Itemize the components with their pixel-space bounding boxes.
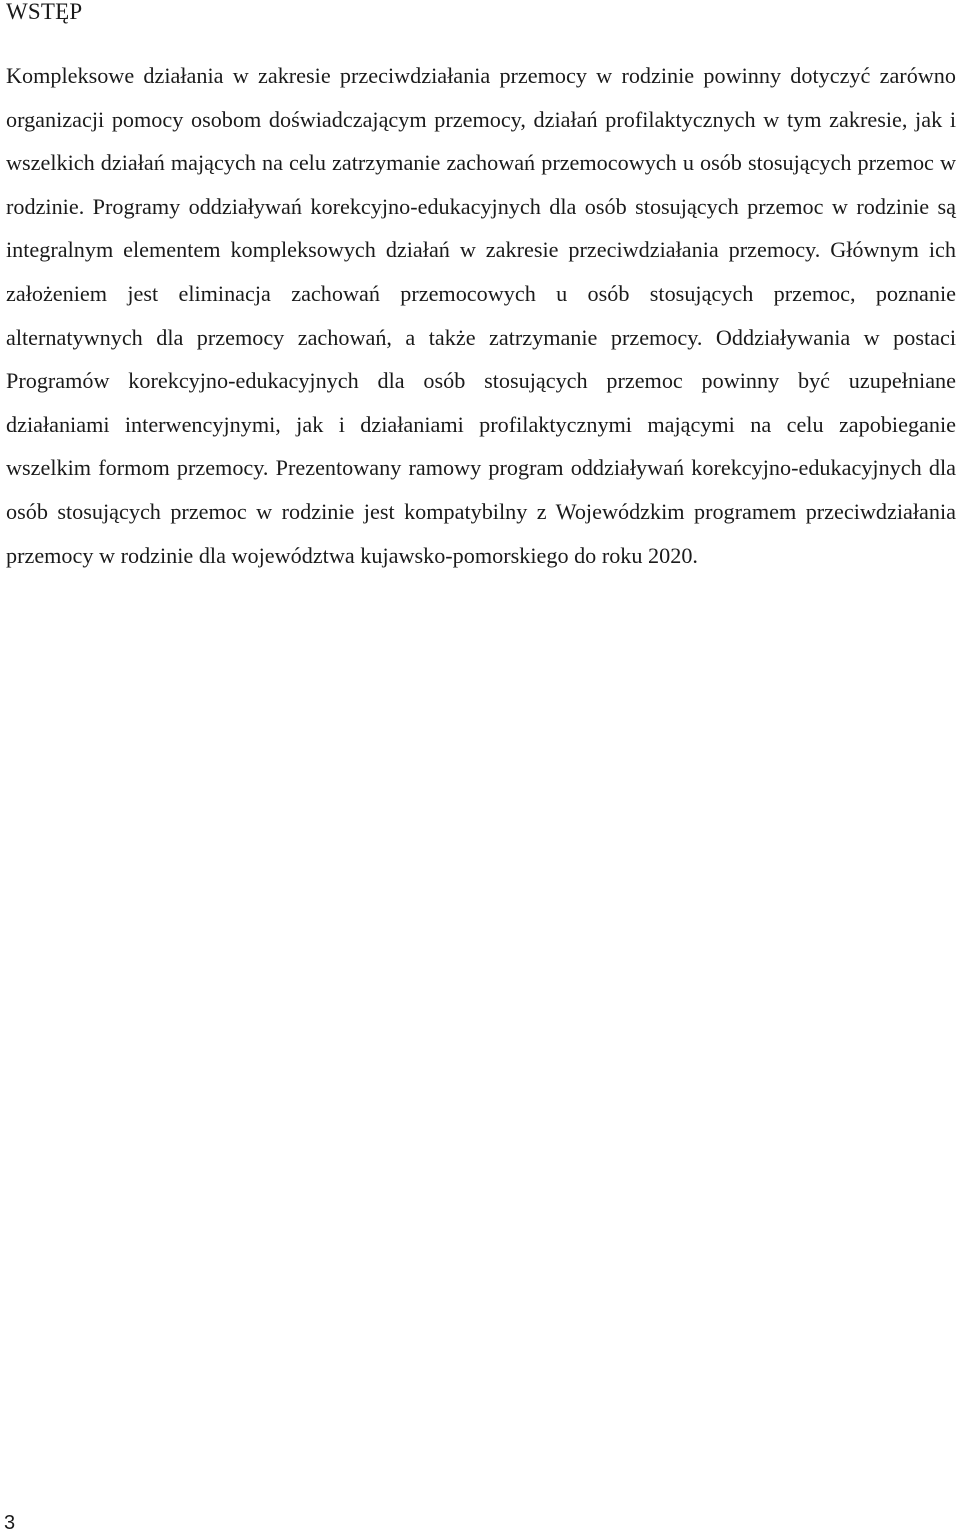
- page-number: 3: [4, 1512, 16, 1534]
- body-paragraph: Kompleksowe działania w zakresie przeciwdziałania przemocy w rodzinie powinny dotyczyć zarówno organizacji pomocy osobom doświadczającym przemocy, działań profilaktycznych w tym zakresie, jak i wszelkich działań mających na celu zatrzymanie zachowań przemocowych u osób stosujących przemoc w rodzinie. Programy oddziaływań korekcyjno-edukacyjnych dla osób stosujących przemoc w rodzinie są integralnym elementem kompleksowych działań w zakresie przeciwdziałania przemocy. Głównym ich założeniem jest eliminacja zachowań przemocowych u osób stosujących przemoc, poznanie alternatywnych dla przemocy zachowań, a także zatrzymanie przemocy. Oddziaływania w postaci Programów korekcyjno-edukacyjnych dla osób stosujących przemoc powinny być uzupełniane działaniami interwencyjnymi, jak i działaniami profilaktycznymi mającymi na celu zapobieganie wszelkim formom przemocy. Prezentowany ramowy program oddziaływań korekcyjno-edukacyjnych dla osób stosujących przemoc w rodzinie jest kompatybilny z Wojewódzkim programem przeciwdziałania przemocy w rodzinie dla województwa kujawsko-pomorskiego do roku 2020.: [6, 63, 956, 568]
- section-title: WSTĘP: [6, 0, 83, 24]
